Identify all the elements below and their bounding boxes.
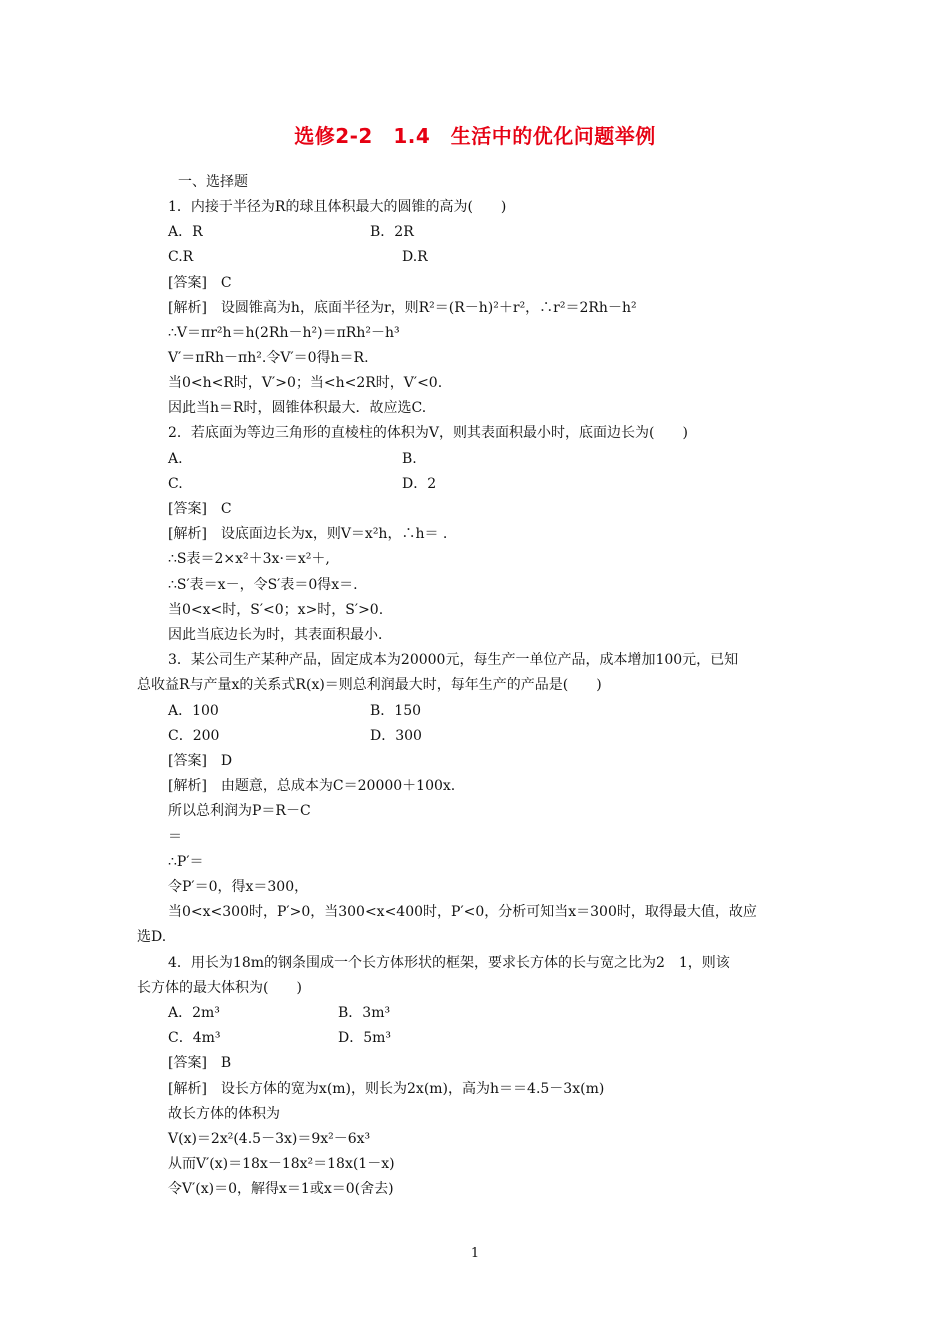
q2-explanation-line: 当0<x<时，S′<0；x>时，S′>0. <box>168 602 384 618</box>
q3-answer: [答案] D <box>168 753 233 769</box>
q4-answer: [答案] B <box>168 1055 232 1071</box>
q1-option-d: D.R <box>402 249 428 265</box>
q3-option-c: C．200 <box>168 728 220 744</box>
q3-explanation-line: ∴P′＝ <box>168 854 204 870</box>
q1-explanation-line: 因此当h＝R时，圆锥体积最大．故应选C. <box>168 400 427 416</box>
q3-explanation-line: 所以总利润为P＝R－C <box>168 803 311 819</box>
q3-explanation-line: ＝ <box>168 829 182 845</box>
q4-explanation-line: 令V′(x)＝0，解得x＝1或x＝0(舍去) <box>168 1181 394 1197</box>
q4-option-a: A．2m³ <box>168 1005 220 1021</box>
q4-explanation-line: V(x)＝2x²(4.5－3x)＝9x²－6x³ <box>168 1131 371 1147</box>
q1-option-c: C.R <box>168 249 194 265</box>
q3-stem-line: 总收益R与产量x的关系式R(x)＝则总利润最大时，每年生产的产品是( ) <box>137 677 602 693</box>
q2-option-b: B. <box>402 451 417 467</box>
q4-explanation-line: 从而V′(x)＝18x－18x²＝18x(1－x) <box>168 1156 395 1172</box>
q3-explanation-line: [解析] 由题意，总成本为C＝20000＋100x. <box>168 778 456 794</box>
q2-explanation-line: ∴S表＝2×x²＋3x·＝x²＋, <box>168 551 330 567</box>
q1-answer: [答案] C <box>168 275 232 291</box>
q1-option-b: B．2R <box>370 224 414 240</box>
q3-option-a: A．100 <box>168 703 219 719</box>
q3-explanation-line: 选D. <box>137 929 167 945</box>
q3-option-d: D．300 <box>370 728 422 744</box>
q2-option-d: D．2 <box>402 476 437 492</box>
q4-option-d: D．5m³ <box>338 1030 392 1046</box>
q1-explanation-line: [解析] 设圆锥高为h，底面半径为r，则R²＝(R－h)²＋r²，∴r²＝2Rh－h² <box>168 300 637 316</box>
q4-option-c: C．4m³ <box>168 1030 221 1046</box>
q2-option-c: C. <box>168 476 183 492</box>
q1-explanation-line: V′＝πRh－πh².令V′＝0得h＝R. <box>168 350 369 366</box>
q3-explanation-line: 当0<x<300时，P′>0，当300<x<400时，P′<0，分析可知当x＝300时，取得最大值，故应 <box>168 904 757 920</box>
q1-option-a: A．R <box>168 224 203 240</box>
q1-explanation-line: ∴V＝πr²h＝h(2Rh－h²)＝πRh²－h³ <box>168 325 400 341</box>
q4-stem-line: 长方体的最大体积为( ) <box>137 980 302 996</box>
q2-explanation-line: [解析] 设底面边长为x，则V＝x²h，∴h＝ . <box>168 526 448 542</box>
section-heading: 一、选择题 <box>178 174 248 190</box>
q1-stem: 1．内接于半径为R的球且体积最大的圆锥的高为( ) <box>168 199 507 215</box>
q2-explanation-line: 因此当底边长为时，其表面积最小． <box>168 627 392 643</box>
q4-explanation-line: 故长方体的体积为 <box>168 1106 280 1122</box>
q2-explanation-line: ∴S′表＝x－，令S′表＝0得x＝. <box>168 577 358 593</box>
q3-stem-line: 3．某公司生产某种产品，固定成本为20000元，每生产一单位产品，成本增加100元，已知 <box>168 652 739 668</box>
q3-option-b: B．150 <box>370 703 422 719</box>
q4-explanation-line: [解析] 设长方体的宽为x(m)，则长为2x(m)，高为h＝＝4.5－3x(m) <box>168 1081 605 1097</box>
q3-explanation-line: 令P′＝0，得x＝300， <box>168 879 309 895</box>
page-number: 1 <box>470 1246 480 1261</box>
q4-option-b: B．3m³ <box>338 1005 391 1021</box>
q4-stem-line: 4．用长为18m的钢条围成一个长方体形状的框架，要求长方体的长与宽之比为2 1，则该 <box>168 955 730 971</box>
page-title: 选修2-2 1.4 生活中的优化问题举例 <box>294 124 656 148</box>
q1-explanation-line: 当0<h<R时，V′>0；当<h<2R时，V′<0. <box>168 375 443 391</box>
q2-answer: [答案] C <box>168 501 232 517</box>
q2-stem: 2．若底面为等边三角形的直棱柱的体积为V，则其表面积最小时，底面边长为( ) <box>168 425 688 441</box>
q2-option-a: A. <box>168 451 183 467</box>
